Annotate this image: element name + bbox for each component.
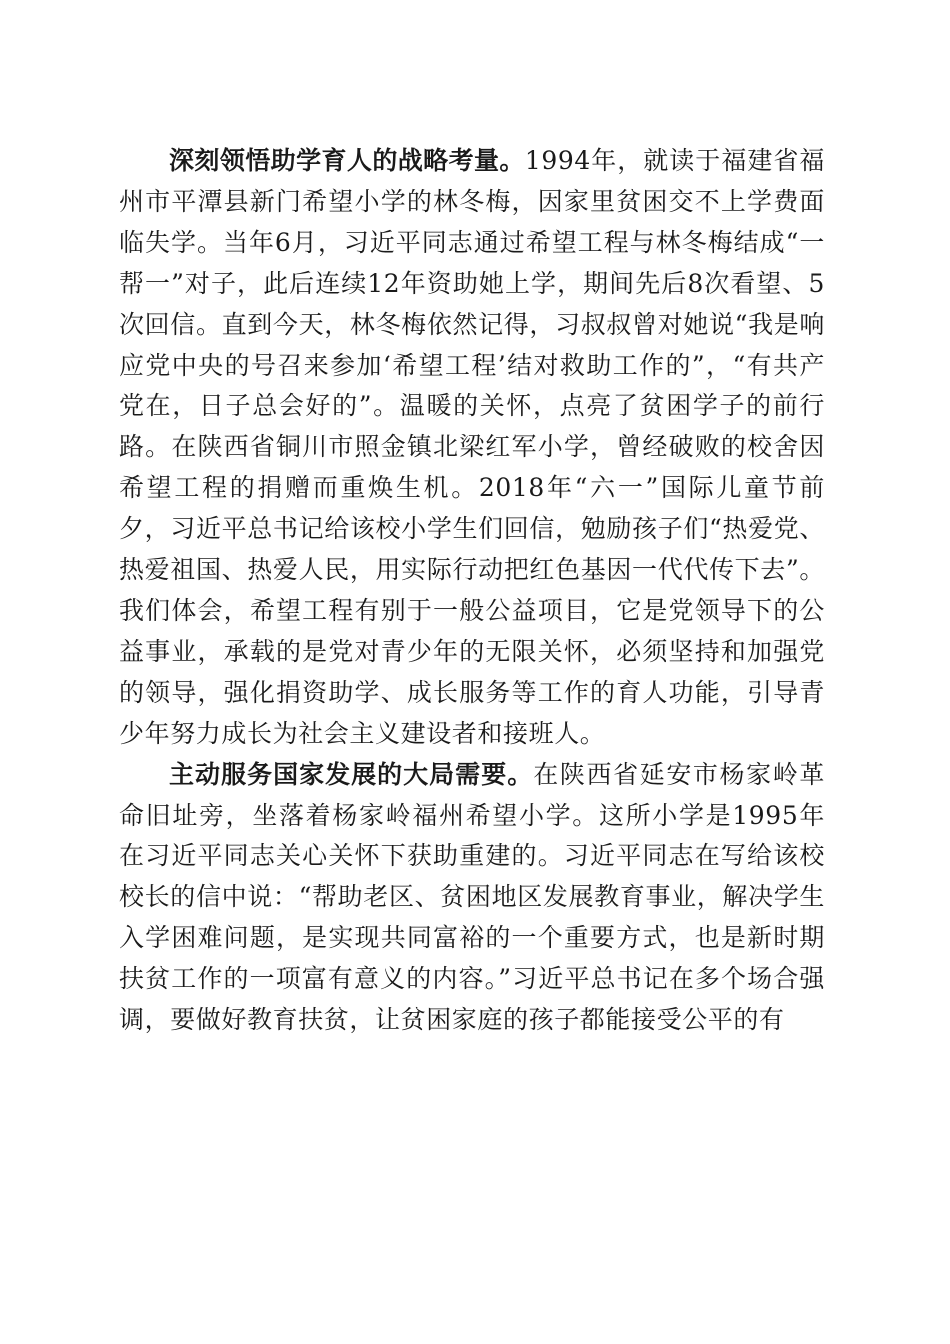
paragraph-lead-heading: 深刻领悟助学育人的战略考量。 [169,146,525,175]
paragraph-body: 1994年，就读于福建省福州市平潭县新门希望小学的林冬梅，因家里贫困交不上学费面临失学。当年6月，习近平同志通过希望工程与林冬梅结成“一帮一”对子，此后连续12年资助她上学，期间先后8次看望、5次回信。直到今天，林冬梅依然记得，习叔叔曾对她说“我是响应党中央的号召来参加‘希望工程’结对救助工作的”，“有共产党在，日子总会好的”。温暖的关怀，点亮了贫困学子的前行路。在陕西省铜川市照金镇北梁红军小学，曾经破败的校舍因希望工程的捐赠而重焕生机。2018年“六一”国际儿童节前夕，习近平总书记给该校小学生们回信，勉励孩子们“热爱党、热爱祖国、热爱人民，用实际行动把红色基因一代代传下去”。我们体会，希望工程有别于一般公益项目，它是党领导下的公益事业，承载的是党对青少年的无限关怀，必须坚持和加强党的领导，强化捐资助学、成长服务等工作的育人功能，引导青少年努力成长为社会主义建设者和接班人。 [119,146,825,748]
paragraph-national-development [119,755,825,1041]
paragraph-lead-heading: 主动服务国家发展的大局需要。 [169,759,534,789]
paragraph-body: 在陕西省延安市杨家岭革命旧址旁，坐落着杨家岭福州希望小学。这所小学是1995年在习近平同志关心关怀下获助重建的。习近平同志在写给该校校长的信中说：“帮助老区、贫困地区发展教育事业，解决学生入学困难问题，是实现共同富裕的一个重要方式，也是新时期扶贫工作的一项富有意义的内容。”习近平总书记在多个场合强调，要做好教育扶贫，让贫困家庭的孩子都能接受公平的有 [119,759,825,1035]
paragraph-strategic-consideration [119,141,825,755]
body-text [119,141,825,1041]
